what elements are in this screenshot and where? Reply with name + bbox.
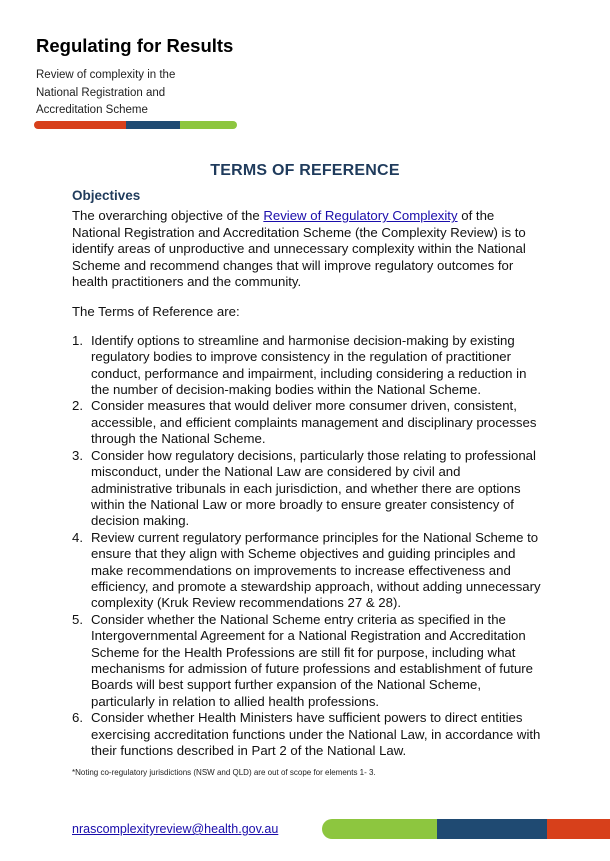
terms-intro-text: The Terms of Reference are: (72, 304, 240, 320)
document-title: Regulating for Results (36, 35, 234, 56)
header-bar-navy-segment (126, 121, 180, 129)
contact-email-link[interactable]: nrascomplexityreview@health.gov.au (72, 822, 279, 836)
document-body (72, 188, 542, 759)
footer-color-bar (322, 819, 610, 839)
objectives-paragraph (72, 208, 542, 290)
list-item-number: 4. (72, 529, 83, 545)
list-item-number: 1. (72, 332, 83, 348)
list-item-number: 2. (72, 398, 83, 414)
terms-list (72, 333, 542, 760)
list-item-text: Consider whether the National Scheme entry criteria as specified in the Intergovernmental Agreement for a National Registration and Accreditation Scheme for the Health Professions are still fit for purpose, including what mechanisms for admission of future professions and establishment of future Boards will best support further expansion of the National Scheme, particularly in relation to allied health professions. (91, 611, 534, 709)
terms-list-item (72, 333, 542, 399)
subtitle-line: Accreditation Scheme (36, 104, 148, 116)
terms-list-item (72, 398, 542, 447)
list-item-number: 3. (72, 447, 83, 463)
terms-list-item (72, 612, 542, 710)
list-item-text: Consider measures that would deliver more consumer driven, consistent, accessible, and efficient complaints management and disciplinary processes through the National Scheme. (91, 398, 537, 447)
footer-bar-red-segment (547, 819, 610, 839)
footer-bar-green-segment (322, 819, 437, 839)
footnote: *Noting co-regulatory jurisdictions (NSW and QLD) are out of scope for elements 1- 3. (72, 768, 376, 777)
terms-of-reference-heading: TERMS OF REFERENCE (210, 162, 400, 179)
list-item-text: Consider how regulatory decisions, particularly those relating to professional misconduct, under the National Law are considered by civil and administrative tribunals in each jurisdiction, and whether there are options within the National Law or more broadly to ensure greater consistency of decision making. (91, 447, 536, 529)
header-bar-green-segment (180, 121, 237, 129)
review-of-regulatory-complexity-link[interactable]: Review of Regulatory Complexity (263, 208, 458, 224)
list-item-text: Review current regulatory performance principles for the National Scheme to ensure that they align with Scheme objectives and guiding principles and make recommendations on improvements to increase effectiveness and efficiency, and promote a stewardship approach, without adding unnecessary complexity (Kruk Review recommendations 27 & 28). (91, 529, 541, 611)
intro-text-before-link: The overarching objective of the (72, 208, 264, 224)
terms-list-item (72, 448, 542, 530)
subtitle-line: National Registration and (36, 86, 166, 99)
intro-text-after-link: of the National Registration and Accreditation Scheme (the Complexity Review) is to identify areas of unproductive and unnecessary complexity within the National Scheme and recommend changes that will improve regulatory outcomes for health practitioners and the community. (72, 208, 526, 290)
list-item-number: 5. (72, 611, 83, 627)
subtitle-line: Review of complexity in the (36, 69, 176, 81)
list-item-number: 6. (72, 710, 83, 726)
header-color-bar (34, 121, 237, 129)
footer-bar-navy-segment (437, 819, 547, 839)
terms-list-item (72, 710, 542, 759)
list-item-text: Consider whether Health Ministers have sufficient powers to direct entities exercising accreditation functions under the National Law, in accordance with their functions described in Part 2 of the National Law. (91, 710, 541, 758)
header-bar-red-segment (34, 121, 126, 129)
list-item-text: Identify options to streamline and harmonise decision-making by existing regulatory bodies to improve consistency in the regulation of practitioner conduct, performance and impairment, including considering a reduction in the number of decision-making bodies within the National Scheme. (91, 332, 527, 398)
document-subtitle (36, 67, 256, 120)
objectives-heading: Objectives (72, 188, 141, 203)
terms-list-item (72, 530, 542, 612)
